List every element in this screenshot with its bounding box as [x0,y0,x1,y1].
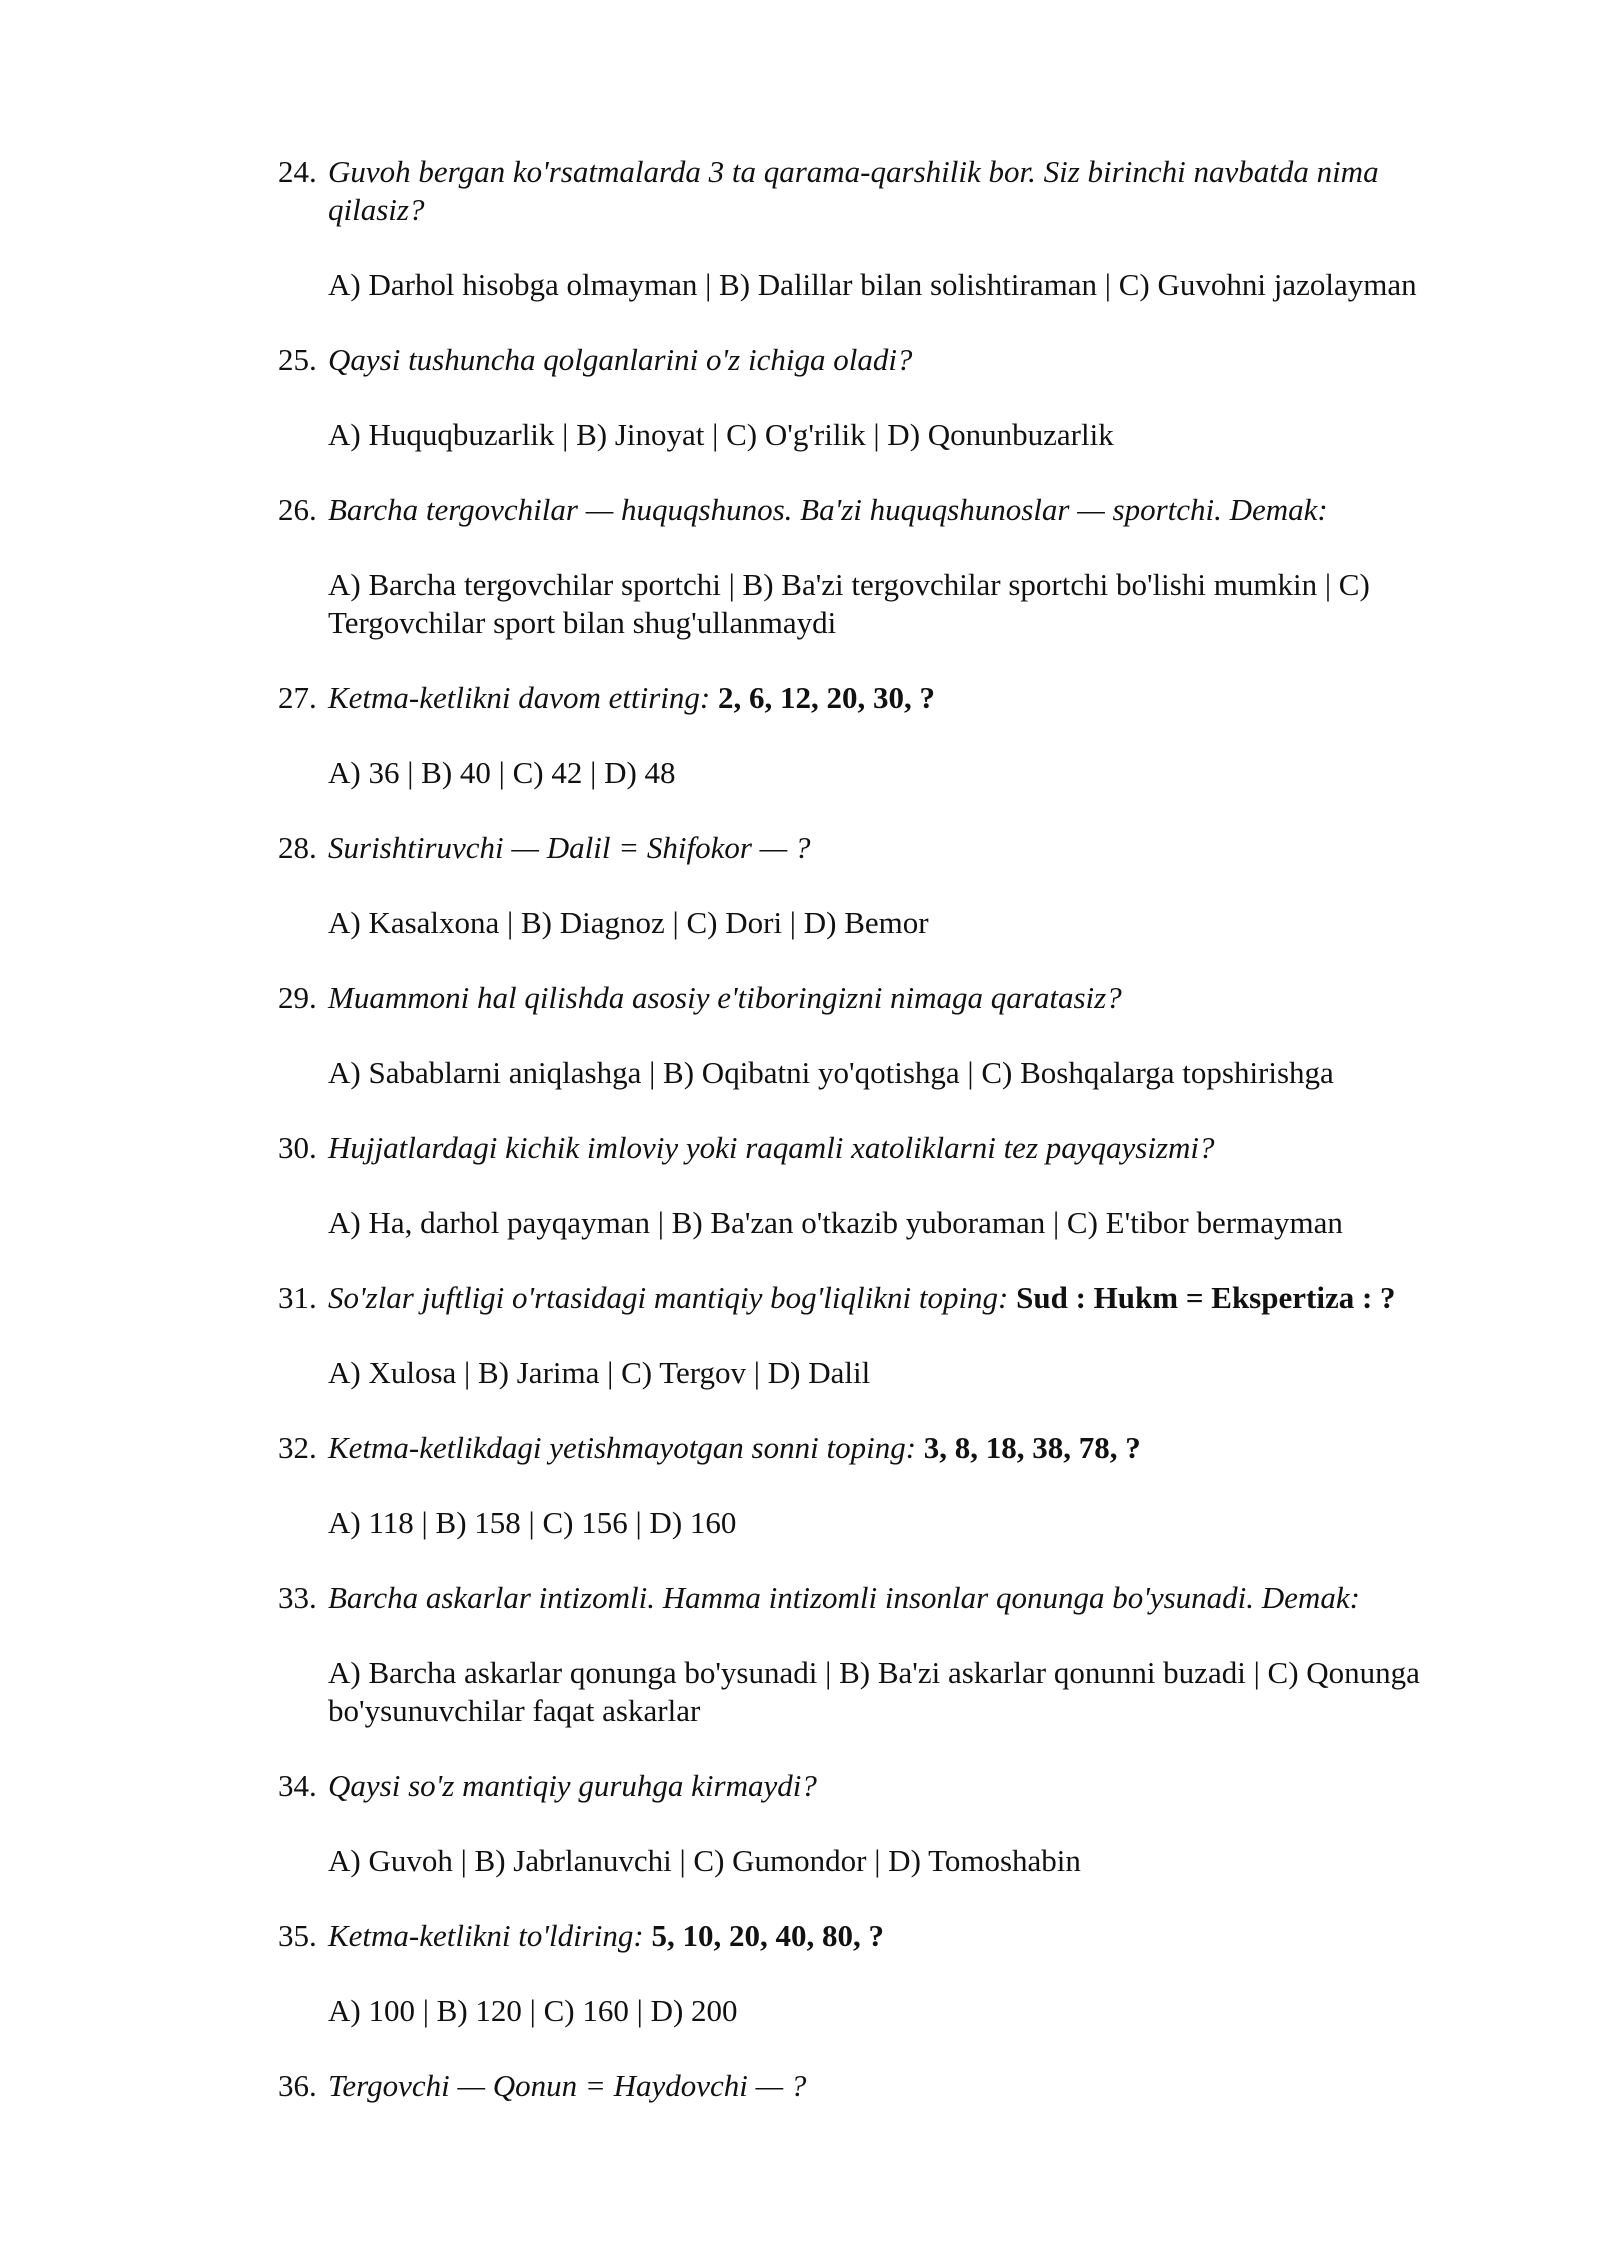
question-number: 34. [278,1768,317,1803]
answer-options-28: A) Kasalxona | B) Diagnoz | C) Dori | D) Bemor [328,905,929,940]
question-text [328,1279,1458,1317]
question-text [328,341,1458,379]
question-text [328,153,1458,229]
question-number: 32. [278,1430,317,1465]
question-highlight: 5, 10, 20, 40, 80, ? [651,1918,884,1953]
answer-options-34: A) Guvoh | B) Jabrlanuvchi | C) Gumondor | D) Tomoshabin [328,1843,1081,1878]
question-number: 26. [278,492,317,527]
question-prompt: Qaysi so'z mantiqiy guruhga kirmaydi? [328,1768,817,1803]
question-prompt: So'zlar juftligi o'rtasidagi mantiqiy bog'liqlikni toping: [328,1280,1009,1315]
question-text [328,1429,1458,1467]
question-number: 28. [278,830,317,865]
question-text [328,1129,1458,1167]
answer-options-33: A) Barcha askarlar qonunga bo'ysunadi | B) Ba'zi askarlar qonunni buzadi | C) Qonunga bo'ysunuvchilar faqat askarlar [328,1655,1420,1728]
question-prompt: Ketma-ketlikdagi yetishmayotgan sonni toping: [328,1430,917,1465]
question-number: 30. [278,1130,317,1165]
question-number: 33. [278,1580,317,1615]
answer-options-30: A) Ha, darhol payqayman | B) Ba'zan o'tkazib yuboraman | C) E'tibor bermayman [328,1205,1343,1240]
question-prompt: Barcha askarlar intizomli. Hamma intizomli insonlar qonunga bo'ysunadi. Demak: [328,1580,1360,1615]
question-number: 35. [278,1918,317,1953]
question-text [328,1579,1458,1617]
question-text [328,679,1458,717]
question-prompt: Surishtiruvchi — Dalil = Shifokor — ? [328,830,811,865]
question-prompt: Muammoni hal qilishda asosiy e'tiboringizni nimaga qaratasiz? [328,980,1122,1015]
answer-options-25: A) Huquqbuzarlik | B) Jinoyat | C) O'g'rilik | D) Qonunbuzarlik [328,417,1114,452]
question-number: 27. [278,680,317,715]
question-prompt: Ketma-ketlikni davom ettiring: [328,680,711,715]
answer-options-24: A) Darhol hisobga olmayman | B) Dalillar bilan solishtiraman | C) Guvohni jazolayman [328,267,1417,302]
question-prompt: Hujjatlardagi kichik imloviy yoki raqamli xatoliklarni tez payqaysizmi? [328,1130,1215,1165]
question-text [328,2067,1458,2105]
question-highlight: 2, 6, 12, 20, 30, ? [717,680,935,715]
question-text [328,1917,1458,1955]
question-number: 36. [278,2068,317,2103]
question-prompt: Barcha tergovchilar — huquqshunos. Ba'zi huquqshunoslar — sportchi. Demak: [328,492,1328,527]
answer-options-27: A) 36 | B) 40 | C) 42 | D) 48 [328,755,676,790]
question-prompt: Tergovchi — Qonun = Haydovchi — ? [328,2068,807,2103]
question-text [328,1767,1458,1805]
answer-options-35: A) 100 | B) 120 | C) 160 | D) 200 [328,1993,738,2028]
question-text [328,491,1458,529]
question-number: 24. [278,154,317,189]
question-highlight: 3, 8, 18, 38, 78, ? [923,1430,1141,1465]
answer-options-31: A) Xulosa | B) Jarima | C) Tergov | D) Dalil [328,1355,871,1390]
question-prompt: Qaysi tushuncha qolganlarini o'z ichiga oladi? [328,342,913,377]
question-number: 31. [278,1280,317,1315]
answer-options-32: A) 118 | B) 158 | C) 156 | D) 160 [328,1505,737,1540]
question-number: 25. [278,342,317,377]
question-text [328,979,1458,1017]
question-prompt: Guvoh bergan ko'rsatmalarda 3 ta qarama-qarshilik bor. Siz birinchi navbatda nima qilasiz? [328,154,1379,227]
answer-options-26: A) Barcha tergovchilar sportchi | B) Ba'zi tergovchilar sportchi bo'lishi mumkin | C) Tergovchilar sport bilan shug'ullanmaydi [328,567,1370,640]
question-text [328,829,1458,867]
question-prompt: Ketma-ketlikni to'ldiring: [328,1918,644,1953]
answer-options-29: A) Sabablarni aniqlashga | B) Oqibatni yo'qotishga | C) Boshqalarga topshirishga [328,1055,1334,1090]
question-number: 29. [278,980,317,1015]
question-highlight: Sud : Hukm = Ekspertiza : ? [1016,1280,1396,1315]
